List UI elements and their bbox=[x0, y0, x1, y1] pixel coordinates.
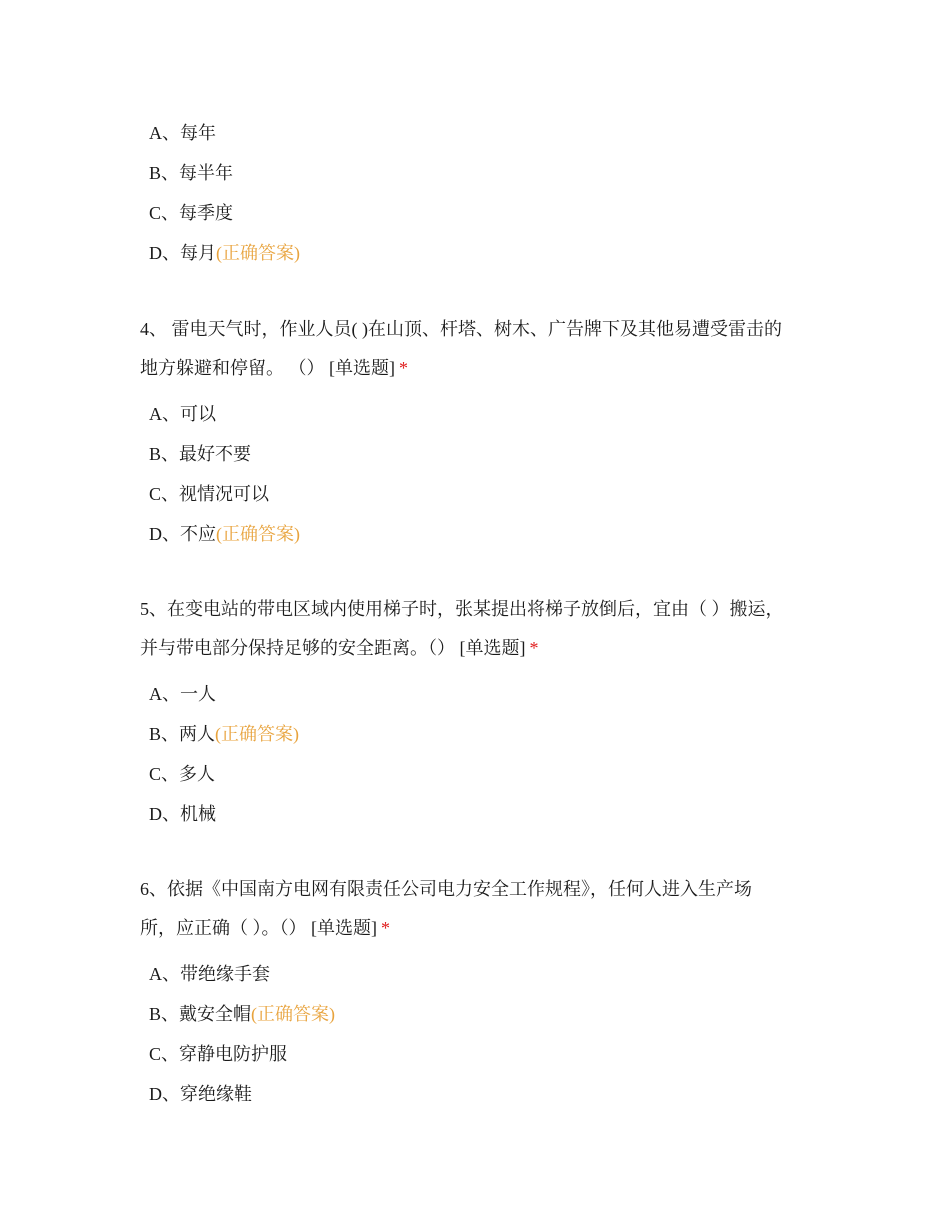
option-text: C、每季度 bbox=[149, 203, 234, 223]
correct-answer-mark: (正确答案) bbox=[216, 243, 300, 263]
required-mark: * bbox=[529, 638, 539, 658]
question-6 bbox=[140, 870, 820, 1114]
required-mark: * bbox=[381, 918, 390, 938]
question-line-1: 4、 雷电天气时，作业人员( )在山顶、杆塔、树木、广告牌下及其他易遭受雷击的 bbox=[140, 319, 782, 339]
option-a bbox=[140, 954, 820, 994]
option-b bbox=[140, 714, 820, 754]
option-d bbox=[140, 233, 820, 273]
option-text: D、机械 bbox=[149, 804, 216, 824]
option-d bbox=[140, 794, 820, 834]
option-c bbox=[140, 1034, 820, 1074]
question-line-1: 6、依据《中国南方电网有限责任公司电力安全工作规程》，任何人进入生产场 bbox=[140, 879, 752, 899]
correct-answer-mark: (正确答案) bbox=[251, 1004, 336, 1024]
correct-answer-mark: (正确答案) bbox=[216, 524, 300, 544]
option-text: B、最好不要 bbox=[149, 444, 252, 464]
required-mark: * bbox=[399, 358, 408, 378]
option-d bbox=[140, 1074, 820, 1114]
question-text bbox=[140, 310, 820, 388]
options-list bbox=[140, 954, 820, 1114]
option-text: B、戴安全帽 bbox=[149, 1004, 252, 1024]
question-line-1: 5、在变电站的带电区域内使用梯子时，张某提出将梯子放倒后，宜由（ ）搬运， bbox=[140, 599, 784, 619]
option-text: A、可以 bbox=[149, 404, 216, 424]
options-list bbox=[140, 394, 820, 554]
option-text: C、多人 bbox=[149, 764, 216, 784]
option-text: D、每月 bbox=[149, 243, 216, 263]
option-text: B、每半年 bbox=[149, 163, 234, 183]
option-c bbox=[140, 754, 820, 794]
question-text bbox=[140, 590, 820, 668]
question-3 bbox=[140, 113, 820, 273]
option-text: B、两人 bbox=[149, 724, 216, 744]
option-b bbox=[140, 994, 820, 1034]
option-c bbox=[140, 474, 820, 514]
question-line-2: 地方躲避和停留。 （） [单选题] bbox=[140, 358, 395, 378]
option-a bbox=[140, 394, 820, 434]
option-text: A、每年 bbox=[149, 123, 216, 143]
question-4 bbox=[140, 310, 820, 554]
option-c bbox=[140, 193, 820, 233]
option-text: C、视情况可以 bbox=[149, 484, 270, 504]
option-text: A、一人 bbox=[149, 684, 216, 704]
option-text: A、带绝缘手套 bbox=[149, 964, 270, 984]
option-a bbox=[140, 674, 820, 714]
options-list bbox=[140, 113, 820, 273]
question-text bbox=[140, 870, 820, 948]
option-a bbox=[140, 113, 820, 153]
option-text: C、穿静电防护服 bbox=[149, 1044, 288, 1064]
option-text: D、不应 bbox=[149, 524, 216, 544]
option-text: D、穿绝缘鞋 bbox=[149, 1084, 252, 1104]
question-line-2: 并与带电部分保持足够的安全距离。（） [单选题] bbox=[140, 638, 526, 658]
option-d bbox=[140, 514, 820, 554]
option-b bbox=[140, 153, 820, 193]
question-line-2: 所，应正确（ ）。（） [单选题] bbox=[140, 918, 377, 938]
options-list bbox=[140, 674, 820, 834]
question-5 bbox=[140, 590, 820, 834]
correct-answer-mark: (正确答案) bbox=[215, 724, 300, 744]
option-b bbox=[140, 434, 820, 474]
